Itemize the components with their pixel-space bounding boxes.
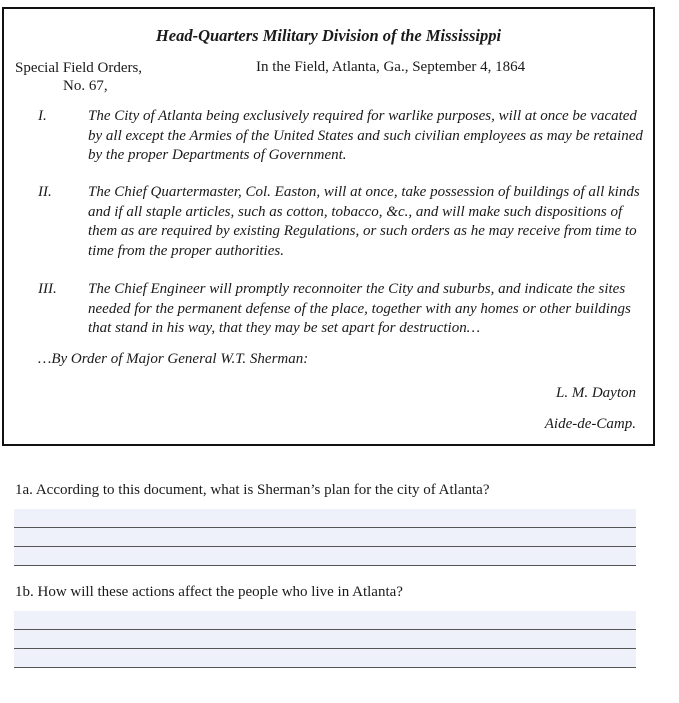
paragraph-numeral: III.: [38, 281, 57, 297]
paragraph-text: The Chief Engineer will promptly reconnoiter the City and suburbs, and indicate the sites needed for the permanent defense of the place, together with any homes or other buildings that stand in his way, that they may be set apart for destruction…: [88, 281, 631, 336]
document-heading: Head-Quarters Military Division of the Mississippi: [155, 26, 502, 45]
orders-label: [15, 59, 142, 95]
order-paragraph-2: [38, 183, 648, 261]
question-1a: 1a. According to this document, what is Sherman’s plan for the city of Atlanta?: [15, 482, 490, 498]
answer-line[interactable]: [14, 509, 636, 528]
question-1b: 1b. How will these actions affect the people who live in Atlanta?: [15, 584, 403, 600]
answer-line[interactable]: [14, 547, 636, 566]
orders-number: No. 67,: [63, 78, 108, 94]
orders-label-text: Special Field Orders,: [15, 60, 143, 76]
answer-area-1b[interactable]: [14, 611, 636, 668]
signature-name: L. M. Dayton: [556, 385, 636, 401]
paragraph-text: The City of Atlanta being exclusively required for warlike purposes, will at once be vacated by all except the Armies of the United States and such civilian employees as may be retained by the proper Departments of Government.: [88, 108, 643, 163]
signature-title: Aide-de-Camp.: [544, 416, 636, 432]
order-paragraph-1: [38, 107, 648, 166]
answer-line[interactable]: [14, 528, 636, 547]
answer-line[interactable]: [14, 649, 636, 668]
paragraph-text: The Chief Quartermaster, Col. Easton, will at once, take possession of buildings of all kinds and if all staple articles, such as cotton, tobacco, &c., and will make such dispositions of them as are required by existing Regulations, or such orders as he may receive from time to time from the proper authorities.: [88, 184, 640, 259]
by-order-line: …By Order of Major General W.T. Sherman:: [38, 351, 309, 367]
answer-line[interactable]: [14, 611, 636, 630]
paragraph-numeral: II.: [38, 184, 52, 200]
answer-line[interactable]: [14, 630, 636, 649]
paragraph-numeral: I.: [38, 108, 47, 124]
place-date: In the Field, Atlanta, Ga., September 4, 1864: [256, 59, 526, 75]
answer-area-1a[interactable]: [14, 509, 636, 566]
primary-source-document: [2, 7, 655, 446]
order-paragraph-3: [38, 280, 648, 339]
